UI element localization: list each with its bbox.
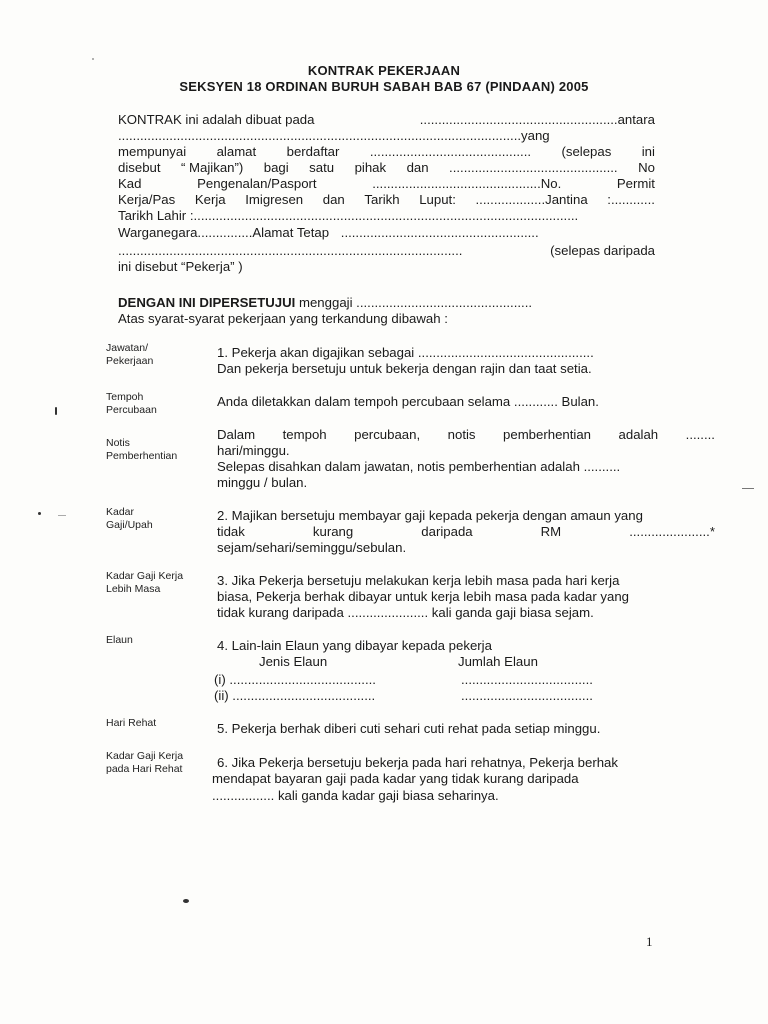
label-tempoh: Tempoh Percubaan — [106, 391, 157, 416]
label-lebih-masa: Kadar Gaji Kerja Lebih Masa — [106, 570, 184, 595]
intro-line-1: KONTRAK ini adalah dibuat pada ......................................................antara — [118, 112, 655, 127]
intro-line-9: .............................................................................................. (selepas daripada — [118, 243, 655, 258]
intro-line-8: Warganegara...............Alamat Tetap ...................................................... — [118, 225, 539, 240]
document-subtitle: SEKSYEN 18 ORDINAN BURUH SABAH BAB 67 (PINDAAN) 2005 — [179, 79, 589, 94]
clause-2-line-3: sejam/sehari/seminggu/sebulan. — [217, 540, 407, 555]
intro-line-2: ..............................................................................................................yang — [118, 128, 550, 143]
scan-mark — [742, 488, 754, 489]
scan-speck — [55, 407, 57, 415]
notis-line-1: Dalam tempoh percubaan, notis pemberhentian adalah ........ — [217, 427, 715, 442]
clause-6-line-3: ................. kali ganda kadar gaji biasa seharinya. — [212, 788, 499, 803]
clause-1-line-1: 1. Pekerja akan digajikan sebagai ................................................ — [217, 345, 594, 360]
intro-line-10: ini disebut “Pekerja” ) — [118, 259, 243, 274]
scan-mark — [58, 515, 66, 516]
clause-6-line-1: 6. Jika Pekerja bersetuju bekerja pada hari rehatnya, Pekerja berhak — [217, 755, 618, 770]
elaun-row-2-jumlah: .................................... — [461, 688, 593, 703]
clause-5-line-1: 5. Pekerja berhak diberi cuti sehari cuti rehat pada setiap minggu. — [217, 721, 601, 736]
label-jawatan: Jawatan/ Pekerjaan — [106, 342, 154, 367]
elaun-col-jumlah: Jumlah Elaun — [458, 654, 538, 669]
scan-speck — [92, 58, 94, 60]
clause-4-line-1: 4. Lain-lain Elaun yang dibayar kepada pekerja — [217, 638, 492, 653]
label-notis: Notis Pemberhentian — [106, 437, 178, 462]
page-number: 1 — [646, 934, 653, 949]
notis-line-2: hari/minggu. — [217, 443, 290, 458]
label-kadar-hari-rehat: Kadar Gaji Kerja pada Hari Rehat — [106, 750, 184, 775]
clause-1-line-2: Dan pekerja bersetuju untuk bekerja dengan rajin dan taat setia. — [217, 361, 592, 376]
notis-line-4: minggu / bulan. — [217, 475, 308, 490]
clause-3-line-1: 3. Jika Pekerja bersetuju melakukan kerja lebih masa pada hari kerja — [217, 573, 620, 588]
elaun-row-1-jenis: (i) ........................................ — [214, 672, 376, 687]
intro-line-4: disebut “ Majikan”) bagi satu pihak dan .............................................. No — [118, 160, 655, 175]
notis-line-3: Selepas disahkan dalam jawatan, notis pemberhentian adalah .......... — [217, 459, 621, 474]
label-elaun: Elaun — [106, 634, 133, 646]
intro-line-3: mempunyai alamat berdaftar ............................................ (selepas ini — [118, 144, 655, 159]
clause-2-line-2: tidak kurang daripada RM ......................* — [217, 524, 715, 539]
clause-6-line-2: mendapat bayaran gaji pada kadar yang tidak kurang daripada — [212, 771, 579, 786]
clause-2-line-1: 2. Majikan bersetuju membayar gaji kepada pekerja dengan amaun yang — [217, 508, 643, 523]
intro-line-7: Tarikh Lahir :......................................................................................................... — [118, 208, 579, 223]
label-hari-rehat: Hari Rehat — [106, 717, 157, 729]
elaun-row-2-jenis: (ii) ....................................... — [214, 688, 376, 703]
elaun-row-1-jumlah: .................................... — [461, 672, 593, 687]
agreement-line-2: Atas syarat-syarat pekerjaan yang terkandung dibawah : — [118, 311, 448, 326]
elaun-col-jenis: Jenis Elaun — [259, 654, 328, 669]
intro-line-5: Kad Pengenalan/Pasport ..............................................No. Permit — [118, 176, 655, 191]
clause-3-line-3: tidak kurang daripada ...................... kali ganda gaji biasa sejam. — [217, 605, 594, 620]
clause-tempoh: Anda diletakkan dalam tempoh percubaan selama ............ Bulan. — [217, 394, 599, 409]
scan-speck — [183, 899, 189, 903]
scan-speck — [38, 512, 41, 515]
document-title: KONTRAK PEKERJAAN — [307, 63, 461, 78]
intro-line-6: Kerja/Pas Kerja Imigresen dan Tarikh Luput: ...................Jantina :............ — [118, 192, 655, 207]
agreement-bold: DENGAN INI DIPERSETUJUI — [118, 295, 296, 310]
clause-3-line-2: biasa, Pekerja berhak dibayar untuk kerja lebih masa pada kadar yang — [217, 589, 629, 604]
agreement-line: DENGAN INI DIPERSETUJUI menggaji ................................................ — [118, 295, 533, 310]
label-kadar-gaji: Kadar Gaji/Upah — [106, 506, 153, 531]
